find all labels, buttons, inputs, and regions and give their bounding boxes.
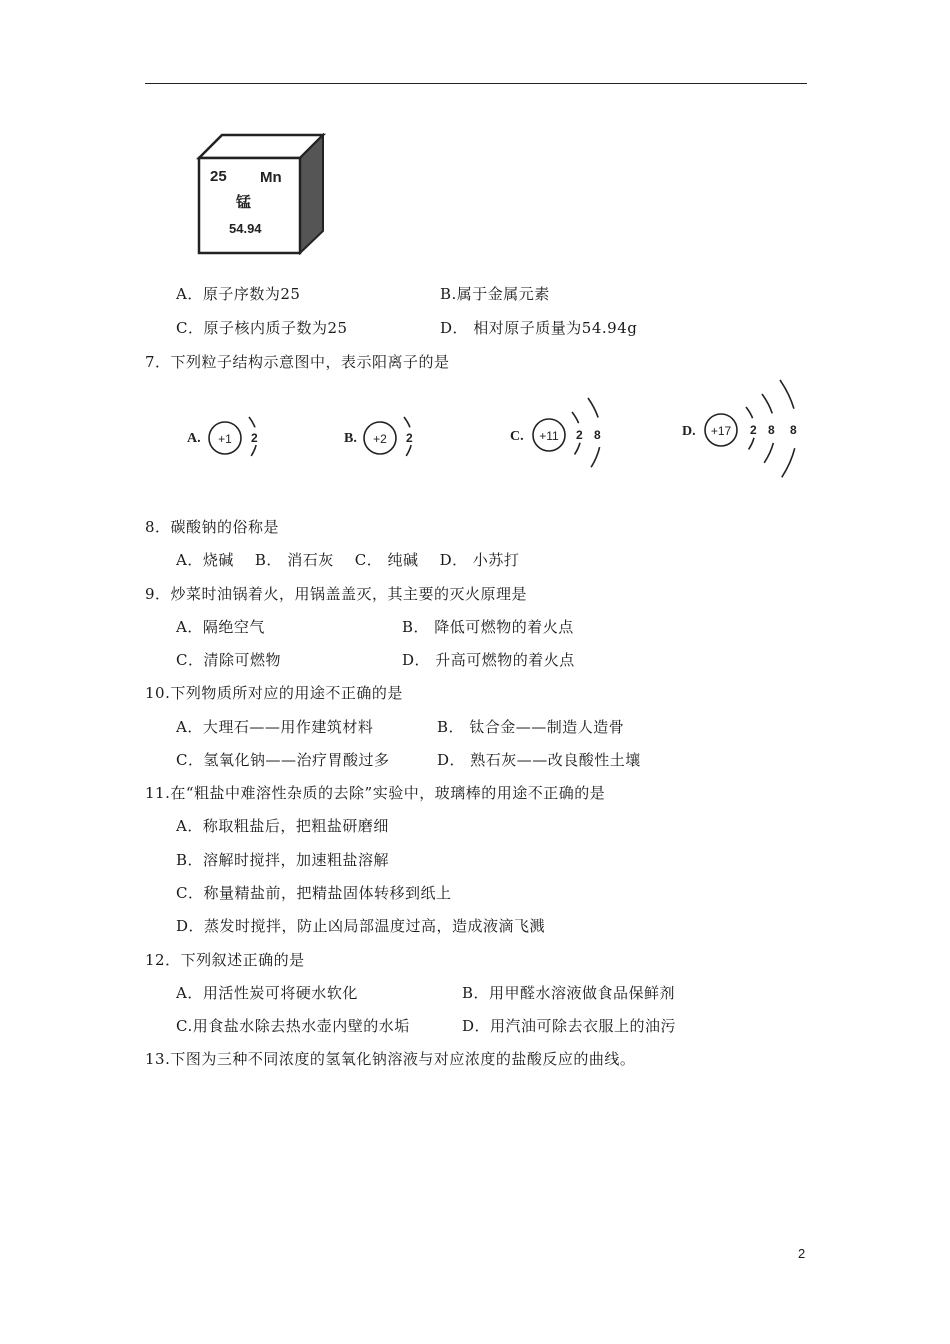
q9-option-c: C．清除可燃物	[176, 651, 281, 669]
diagram-c-letter: C.	[510, 429, 524, 444]
diagram-a-shell-1: 2	[251, 431, 258, 445]
element-symbol: Mn	[260, 169, 282, 186]
diagram-d-shell-2: 8	[768, 423, 775, 437]
diagram-b-nucleus: +2	[373, 432, 387, 446]
diagram-b-shell-1: 2	[406, 431, 413, 445]
page-number: 2	[798, 1246, 806, 1261]
q6-option-b: B.属于金属元素	[440, 285, 550, 303]
diagram-d-letter: D.	[682, 424, 696, 439]
q10-option-d: D． 熟石灰——改良酸性土壤	[437, 751, 641, 769]
diagram-d-shell-3: 8	[790, 423, 797, 437]
q9-option-a: A．隔绝空气	[176, 618, 265, 636]
q9-option-d: D． 升高可燃物的着火点	[402, 651, 575, 669]
q6-option-d: D． 相对原子质量为54.94g	[440, 319, 638, 337]
q11-stem: 11.在“粗盐中难溶性杂质的去除”实验中，玻璃棒的用途不正确的是	[145, 784, 606, 802]
q12-option-b: B．用甲醛水溶液做食品保鲜剂	[462, 984, 676, 1002]
q12-option-a: A．用活性炭可将硬水软化	[176, 984, 358, 1002]
header-rule	[145, 83, 807, 84]
q8-options: A．烧碱 B． 消石灰 C． 纯碱 D． 小苏打	[176, 551, 520, 569]
q10-option-b: B． 钛合金——制造人造骨	[437, 718, 625, 736]
q12-stem: 12．下列叙述正确的是	[145, 951, 305, 969]
atomic-mass: 54.94	[229, 221, 262, 236]
q11-option-b: B．溶解时搅拌，加速粗盐溶解	[176, 851, 390, 869]
q8-stem: 8．碳酸钠的俗称是	[145, 518, 280, 536]
q11-option-d: D．蒸发时搅拌，防止凶局部温度过高，造成液滴飞溅	[176, 917, 546, 935]
q7-stem: 7．下列粒子结构示意图中，表示阳离子的是	[145, 353, 450, 371]
q6-option-a: A．原子序数为25	[176, 285, 301, 303]
q9-stem: 9．炒菜时油锅着火，用锅盖盖灭，其主要的灭火原理是	[145, 585, 528, 603]
atom-diagram-c	[508, 386, 618, 486]
diagram-b-letter: B.	[344, 431, 357, 446]
q10-option-a: A．大理石——用作建筑材料	[176, 718, 374, 736]
atom-diagram-d	[680, 374, 810, 486]
diagram-a-letter: A.	[187, 431, 201, 446]
q10-option-c: C．氢氧化钠——治疗胃酸过多	[176, 751, 390, 769]
diagram-c-nucleus: +11	[539, 429, 559, 443]
diagram-d-shell-1: 2	[750, 423, 757, 437]
q12-option-c: C.用食盐水除去热水壶内壁的水垢	[176, 1017, 410, 1035]
atomic-number: 25	[210, 168, 227, 185]
element-name: 锰	[236, 193, 252, 211]
q11-option-a: A．称取粗盐后，把粗盐研磨细	[176, 817, 389, 835]
manganese-element-card	[196, 133, 328, 255]
diagram-d-nucleus: +17	[710, 424, 732, 438]
diagram-c-shell-2: 8	[594, 428, 601, 442]
q13-stem: 13.下图为三种不同浓度的氢氧化钠溶液与对应浓度的盐酸反应的曲线。	[145, 1050, 636, 1068]
q9-option-b: B． 降低可燃物的着火点	[402, 618, 574, 636]
q10-stem: 10.下列物质所对应的用途不正确的是	[145, 684, 403, 702]
q6-option-c: C．原子核内质子数为25	[176, 319, 348, 337]
q11-option-c: C．称量精盐前，把精盐固体转移到纸上	[176, 884, 452, 902]
diagram-a-nucleus: +1	[218, 432, 232, 446]
diagram-c-shell-1: 2	[576, 428, 583, 442]
atom-diagram-b	[342, 386, 432, 486]
q12-option-d: D．用汽油可除去衣服上的油污	[462, 1017, 677, 1035]
atom-diagram-a	[185, 386, 275, 486]
